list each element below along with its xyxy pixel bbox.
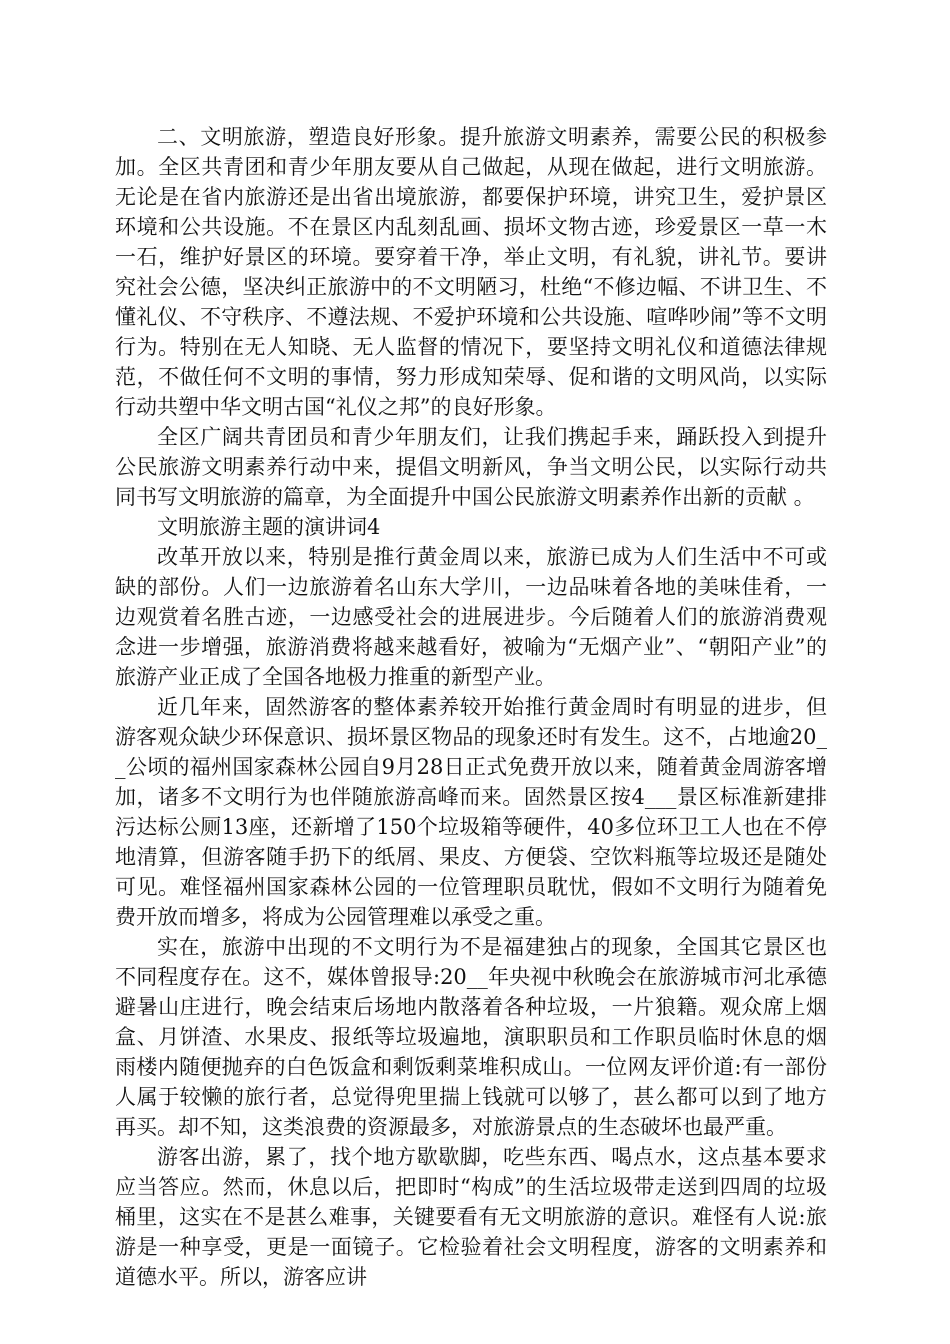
paragraph-call-to-action: 全区广阔共青团员和青少年朋友们，让我们携起手来，踊跃投入到提升公民旅游文明素养行动中来，提倡文明新风，争当文明公民，以实际行动共同书写文明旅游的篇章，为全面提升中国公民旅游文明素养作出新的贡献 。 bbox=[115, 425, 827, 509]
document-body bbox=[115, 122, 827, 1292]
paragraph-tourist-responsibility: 游客出游，累了，找个地方歇歇脚，吃些东西、喝点水，这点基本要求应当答应。然而，休息以后，把即时“构成”的生活垃圾带走送到四周的垃圾桶里，这实在不是甚么难事，关键要看有无文明旅游的意识。难怪有人说:旅游是一种享受，更是一面镜子。它检验着社会文明程度，游客的文明素养和道德水平。所以，游客应讲 bbox=[115, 1145, 827, 1289]
paragraph-civilized-travel: 二、文明旅游，塑造良好形象。提升旅游文明素养，需要公民的积极参加。全区共青团和青少年朋友要从自己做起，从现在做起，进行文明旅游。无论是在省内旅游还是出省出境旅游，都要保护环境，讲究卫生，爱护景区环境和公共设施。不在景区内乱刻乱画、损坏文物古迹，珍爱景区一草一木一石，维护好景区的环境。要穿着干净，举止文明，有礼貌，讲礼节。要讲究社会公德，坚决纠正旅游中的不文明陋习，杜绝“不修边幅、不讲卫生、不懂礼仪、不守秩序、不遵法规、不爱护环境和公共设施、喧哗吵闹”等不文明行为。特别在无人知晓、无人监督的情况下，要坚持文明礼仪和道德法律规范，不做任何不文明的事情，努力形成知荣辱、促和谐的文明风尚，以实际行动共塑中华文明古国“礼仪之邦”的良好形象。 bbox=[115, 125, 827, 419]
paragraph-reform-tourism: 改革开放以来，特别是推行黄金周以来，旅游已成为人们生活中不可或缺的部份。人们一边旅游着名山东大学川，一边品味着各地的美味佳肴，一边观赏着名胜古迹，一边感受社会的进展进步。今后随着人们的旅游消费观念进一步增强，旅游消费将越来越看好，被喻为“无烟产业”、“朝阳产业”的旅游产业正成了全国各地极力推重的新型产业。 bbox=[115, 545, 827, 689]
speech-heading: 文明旅游主题的演讲词4 bbox=[157, 515, 381, 539]
paragraph-fuzhou-park: 近几年来，固然游客的整体素养较开始推行黄金周时有明显的进步，但游客观众缺少环保意识、损坏景区物品的现象还时有发生。这不，占地逾20__公顷的福州国家森林公园自9月28日正式免费开放以来，随着黄金周游客增加，诸多不文明行为也伴随旅游高峰而来。固然景区按4___景区标准新建排污达标公厕13座，还新增了150个垃圾箱等硬件，40多位环卫工人也在不停地清算，但游客随手扔下的纸屑、果皮、方便袋、空饮料瓶等垃圾还是随处可见。难怪福州国家森林公园的一位管理职员耽忧，假如不文明行为随着免费开放而增多，将成为公园管理难以承受之重。 bbox=[115, 695, 827, 929]
paragraph-chengde-example: 实在，旅游中出现的不文明行为不是福建独占的现象，全国其它景区也不同程度存在。这不，媒体曾报导:20__年央视中秋晚会在旅游城市河北承德避暑山庄进行，晚会结束后场地内散落着各种垃圾，一片狼籍。观众席上烟盒、月饼渣、水果皮、报纸等垃圾遍地，演职职员和工作职员临时休息的烟雨楼内随便抛弃的白色饭盒和剩饭剩菜堆积成山。一位网友评价道:有一部份人属于较懒的旅行者，总觉得兜里揣上钱就可以够了，甚么都可以到了地方再买。却不知，这类浪费的资源最多，对旅游景点的生态破坏也最严重。 bbox=[115, 935, 827, 1139]
